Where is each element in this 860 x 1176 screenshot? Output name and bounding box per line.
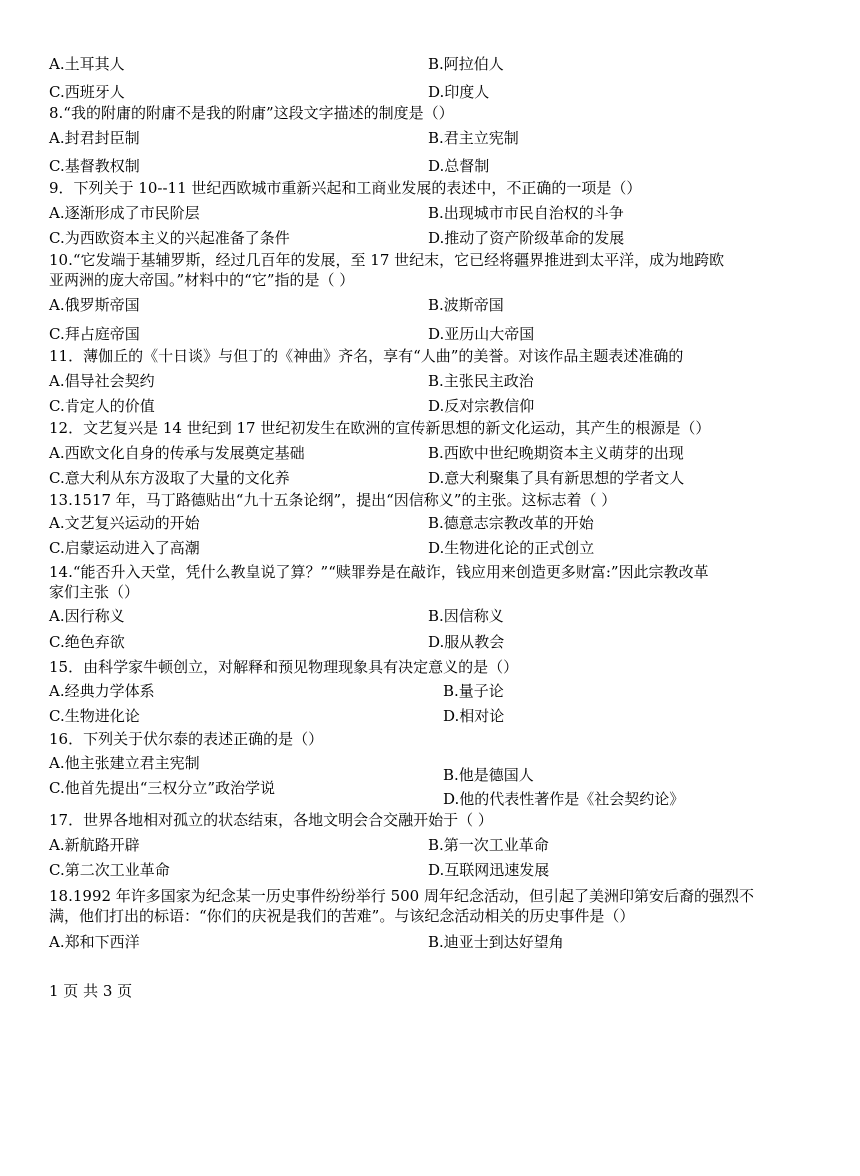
option-right: B.波斯帝国 <box>428 296 504 314</box>
option-right: B.量子论 <box>443 682 504 700</box>
option-left: A.倡导社会契约 <box>49 372 155 390</box>
page-footer: 1 页 共 3 页 <box>49 982 133 1000</box>
question-line: 15．由科学家牛顿创立，对解释和预见物理现象具有决定意义的是（） <box>49 658 519 676</box>
option-left: A.新航路开辟 <box>49 836 140 854</box>
option-right: B.因信称义 <box>428 607 504 625</box>
option-left: C.生物进化论 <box>49 707 140 725</box>
option-right: B.西欧中世纪晚期资本主义萌芽的出现 <box>428 444 684 462</box>
question-line: 10.“它发端于基辅罗斯，经过几百年的发展，至 17 世纪末，它已经将疆界推进到太平洋，成为地跨欧 <box>49 251 725 269</box>
option-left: A.文艺复兴运动的开始 <box>49 514 200 532</box>
option-left: C.拜占庭帝国 <box>49 325 140 343</box>
option-right: D.意大利聚集了具有新思想的学者文人 <box>428 469 685 487</box>
question-line: 家们主张（） <box>49 583 140 601</box>
option-left: C.肯定人的价值 <box>49 397 155 415</box>
question-line: 满，他们打出的标语：“你们的庆祝是我们的苦难”。与该纪念活动相关的历史事件是（） <box>49 907 635 925</box>
option-right: D.反对宗教信仰 <box>428 397 535 415</box>
option-right: D.总督制 <box>428 157 490 175</box>
question-line: A.他主张建立君主宪制 <box>49 754 200 772</box>
option-right: D.服从教会 <box>428 633 505 651</box>
option-left: C.基督教权制 <box>49 157 140 175</box>
option-right: D.互联网迅速发展 <box>428 861 550 879</box>
question-line: C.他首先提出“三权分立”政治学说 <box>49 779 276 797</box>
option-left: A.西欧文化自身的传承与发展奠定基础 <box>49 444 305 462</box>
question-line: 12．文艺复兴是 14 世纪到 17 世纪初发生在欧洲的宣传新思想的新文化运动，其产生的根源是（） <box>49 419 711 437</box>
option-right: B.德意志宗教改革的开始 <box>428 514 594 532</box>
option-right: B.出现城市市民自治权的斗争 <box>428 204 624 222</box>
option-right: B.主张民主政治 <box>428 372 534 390</box>
option-left: A.逐渐形成了市民阶层 <box>49 204 200 222</box>
option-right: D.推动了资产阶级革命的发展 <box>428 229 625 247</box>
option-left: A.经典力学体系 <box>49 682 155 700</box>
question-line: 16．下列关于伏尔泰的表述正确的是（） <box>49 730 324 748</box>
option-left: C.西班牙人 <box>49 83 125 101</box>
option-right: D.印度人 <box>428 83 490 101</box>
question-line: 11．薄伽丘的《十日谈》与但丁的《神曲》齐名，享有“人曲”的美誉。对该作品主题表述准确的 <box>49 347 684 365</box>
question-line: 17．世界各地相对孤立的状态结束，各地文明会合交融开始于（ ） <box>49 811 493 829</box>
question-line: 亚两洲的庞大帝国。”材料中的“它”指的是（ ） <box>49 271 355 289</box>
option-left: C.启蒙运动进入了高潮 <box>49 539 200 557</box>
question-line: 14.“能否升入天堂，凭什么教皇说了算？”“赎罪券是在敲诈，钱应用来创造更多财富:”因此宗教改革 <box>49 563 709 581</box>
option-right: B.他是德国人 <box>443 766 534 784</box>
question-line: 13.1517 年，马丁路德贴出“九十五条论纲”，提出“因信称义”的主张。这标志着（ ） <box>49 491 617 509</box>
option-left: C.绝色弃欲 <box>49 633 125 651</box>
option-right: B.君主立宪制 <box>428 129 519 147</box>
option-right: D.亚历山大帝国 <box>428 325 535 343</box>
question-line: 9．下列关于 10--11 世纪西欧城市重新兴起和工商业发展的表述中，不正确的一项是（） <box>49 179 642 197</box>
option-left: C.为西欧资本主义的兴起准备了条件 <box>49 229 290 247</box>
option-right: D.相对论 <box>443 707 505 725</box>
option-right: B.第一次工业革命 <box>428 836 549 854</box>
option-left: C.意大利从东方汲取了大量的文化养 <box>49 469 290 487</box>
option-right: B.阿拉伯人 <box>428 55 504 73</box>
option-right: B.迪亚士到达好望角 <box>428 933 564 951</box>
option-right: D.生物进化论的正式创立 <box>428 539 595 557</box>
option-left: C.第二次工业革命 <box>49 861 170 879</box>
option-left: A.因行称义 <box>49 607 125 625</box>
option-left: A.郑和下西洋 <box>49 933 140 951</box>
question-line: 18.1992 年许多国家为纪念某一历史事件纷纷举行 500 周年纪念活动，但引起了美洲印第安后裔的强烈不 <box>49 887 754 905</box>
option-left: A.土耳其人 <box>49 55 125 73</box>
question-line: 8.“我的附庸的附庸不是我的附庸”这段文字描述的制度是（） <box>49 104 454 122</box>
option-left: A.封君封臣制 <box>49 129 140 147</box>
option-right: D.他的代表性著作是《社会契约论》 <box>443 790 685 808</box>
option-left: A.俄罗斯帝国 <box>49 296 140 314</box>
